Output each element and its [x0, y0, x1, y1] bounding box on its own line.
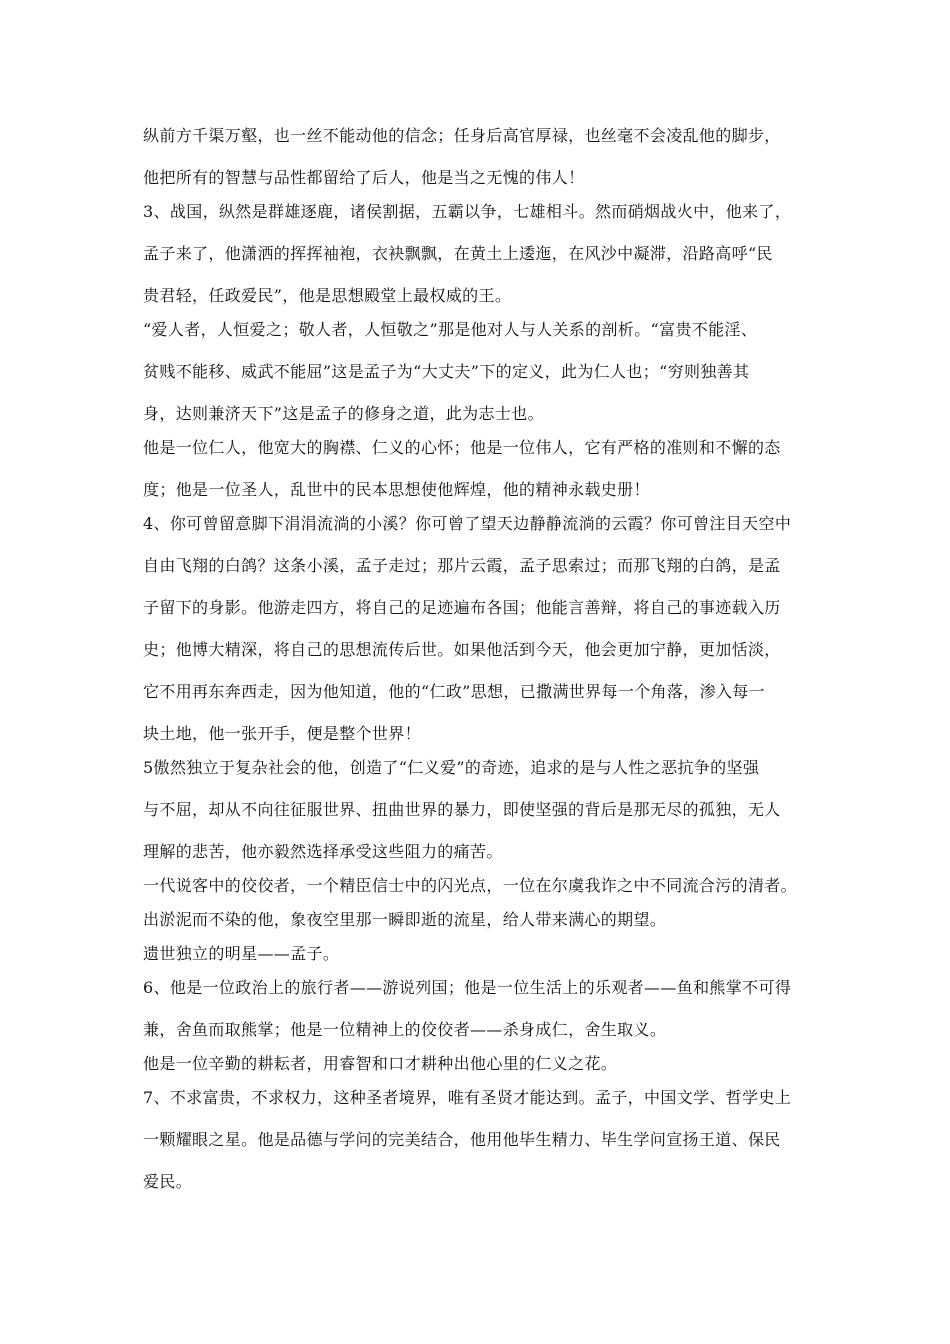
text-line: 6、他是一位政治上的旅行者——游说列国；他是一位生活上的乐观者——鱼和熊掌不可得 [143, 978, 792, 997]
text-line: 遗世独立的明星——孟子。 [143, 944, 340, 963]
text-line: 块土地，他一张开手，便是整个世界！ [143, 724, 421, 743]
text-line: 他是一位辛勤的耕耘者，用睿智和口才耕种出他心里的仁义之花。 [143, 1054, 618, 1073]
text-line: 一代说客中的佼佼者，一个精臣信士中的闪光点，一位在尔虞我诈之中不同流合污的清者。 [143, 876, 798, 895]
text-line: 4、你可曾留意脚下涓涓流淌的小溪？你可曾了望天边静静流淌的云霞？你可曾注目天空中 [143, 514, 792, 533]
text-line: 度；他是一位圣人，乱世中的民本思想使他辉煌，他的精神永载史册！ [143, 480, 650, 499]
text-line: 自由飞翔的白鸽？这条小溪，孟子走过；那片云霞，孟子思索过；而那飞翔的白鸽，是孟 [143, 556, 781, 575]
text-line: 与不屈，却从不向往征服世界、扭曲世界的暴力，即使坚强的背后是那无尽的孤独，无人 [143, 800, 781, 819]
text-line: 7、不求富贵，不求权力，这种圣者境界，唯有圣贤才能达到。孟子，中国文学、哲学史上 [143, 1088, 792, 1107]
text-line: 5傲然独立于复杂社会的他，创造了“仁义爱”的奇迹，追求的是与人性之恶抗争的坚强 [143, 758, 760, 777]
text-line: 理解的悲苦，他亦毅然选择承受这些阻力的痛苦。 [143, 842, 503, 861]
text-line: 一颗耀眼之星。他是品德与学问的完美结合，他用他毕生精力、毕生学问宣扬王道、保民 [143, 1130, 781, 1149]
text-line: 3、战国，纵然是群雄逐鹿，诸侯割据，五霸以争，七雄相斗。然而硝烟战火中，他来了， [143, 202, 792, 221]
text-line: 身，达则兼济天下”这是孟子的修身之道，此为志士也。 [143, 404, 544, 423]
text-line: “爱人者，人恒爱之；敬人者，人恒敬之”那是他对人与人关系的剖析。“富贵不能淫、 [143, 320, 758, 339]
text-line: 史；他博大精深，将自己的思想流传后世。如果他活到今天，他会更加宁静，更加恬淡， [143, 640, 781, 659]
text-line: 贵君轻，任政爱民”，他是思想殿堂上最权威的王。 [143, 286, 512, 305]
text-line: 爱民。 [143, 1172, 193, 1191]
text-line: 贫贱不能移、威武不能屈”这是孟子为“大丈夫”下的定义，此为仁人也；“穷则独善其 [143, 362, 750, 381]
text-line: 它不用再东奔西走，因为他知道，他的“仁政”思想，已撒满世界每一个角落，渗入每一 [143, 682, 766, 701]
text-line: 出淤泥而不染的他，象夜空里那一瞬即逝的流星，给人带来满心的期望。 [143, 910, 667, 929]
text-line: 纵前方千渠万壑，也一丝不能动他的信念；任身后高官厚禄，也丝毫不会凌乱他的脚步， [143, 126, 781, 145]
text-line: 他是一位仁人，他宽大的胸襟、仁义的心怀；他是一位伟人，它有严格的准则和不懈的态 [143, 438, 781, 457]
text-line: 兼，舍鱼而取熊掌；他是一位精神上的佼佼者——杀身成仁，舍生取义。 [143, 1020, 667, 1039]
text-line: 孟子来了，他潇洒的挥挥袖袍，衣袂飘飘，在黄土上逶迤，在风沙中凝滞，沿路高呼“民 [143, 244, 773, 263]
text-line: 子留下的身影。他游走四方，将自己的足迹遍布各国；他能言善辩，将自己的事迹载入历 [143, 598, 781, 617]
text-line: 他把所有的智慧与品性都留给了后人，他是当之无愧的伟人！ [143, 168, 585, 187]
